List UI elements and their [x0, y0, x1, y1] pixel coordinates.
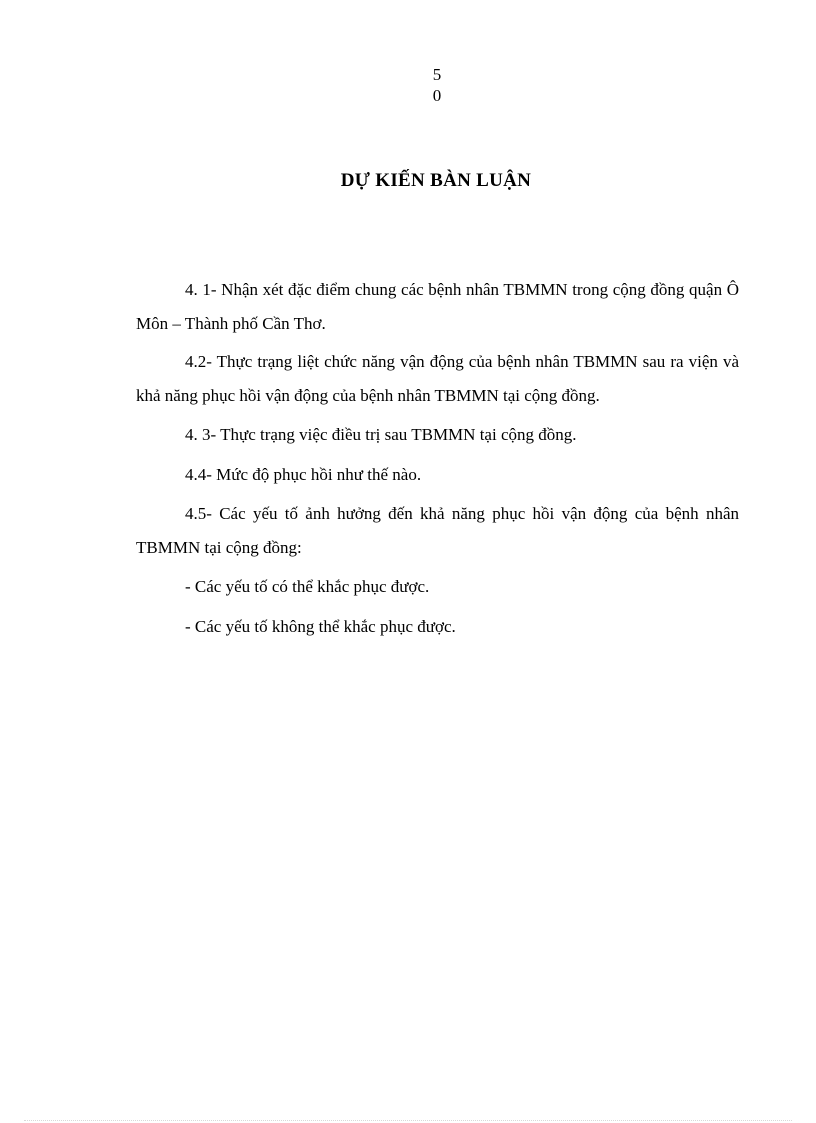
- paragraph-4-2: 4.2- Thực trạng liệt chức năng vận động của bệnh nhân TBMMN sau ra viện và khả năng phục hồi vận động của bệnh nhân TBMMN tại cộng đồng.: [136, 352, 739, 405]
- page-title: DỰ KIẾN BÀN LUẬN: [340, 170, 532, 191]
- paragraph-4-4: 4.4- Mức độ phục hồi như thế nào.: [185, 465, 422, 484]
- page-bottom-divider: [24, 1120, 792, 1121]
- page-number-digit-2: 0: [432, 86, 442, 105]
- page-number: [426, 64, 448, 106]
- paragraph-4-5: 4.5- Các yếu tố ảnh hưởng đến khả năng phục hồi vận động của bệnh nhân TBMMN tại cộng đồng:: [136, 504, 739, 557]
- list-item-non-modifiable-factors: - Các yếu tố không thể khắc phục được.: [185, 617, 456, 636]
- list-item-modifiable-factors: - Các yếu tố có thể khắc phục được.: [185, 577, 430, 596]
- paragraph-4-3: 4. 3- Thực trạng việc điều trị sau TBMMN tại cộng đồng.: [185, 425, 577, 444]
- page-number-digit-1: 5: [432, 65, 442, 84]
- paragraph-4-1: 4. 1- Nhận xét đặc điểm chung các bệnh nhân TBMMN trong cộng đồng quận Ô Môn – Thành phố Cần Thơ.: [136, 280, 739, 333]
